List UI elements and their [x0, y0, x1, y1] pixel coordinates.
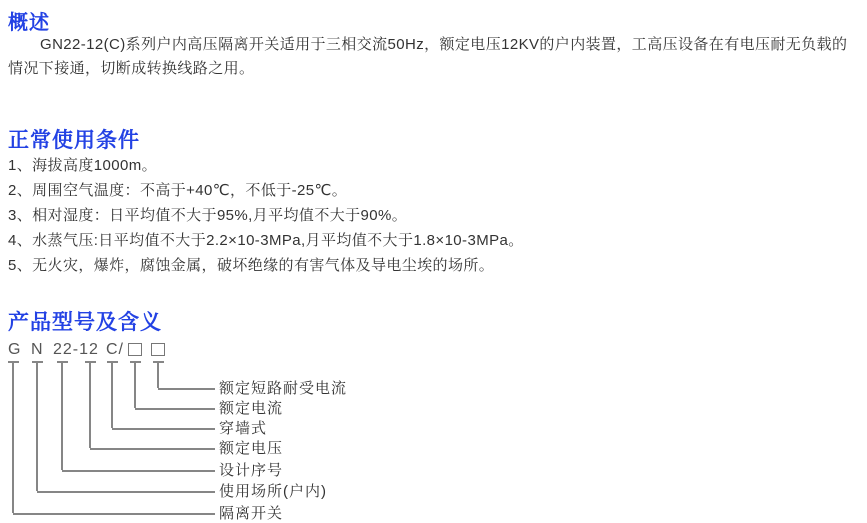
- model-part-C: C/: [106, 341, 124, 358]
- model-part-22-12: 22-12: [53, 341, 99, 358]
- connector-cap: [153, 361, 164, 363]
- connector-cap: [130, 361, 141, 363]
- connector-line: [135, 408, 215, 410]
- connector-line: [134, 361, 136, 408]
- model-code-row: [0, 341, 867, 359]
- condition-item-3: 3、相对湿度：日平均值不大于95%,月平均值不大于90%。: [8, 207, 408, 224]
- connector-cap: [8, 361, 19, 363]
- label-rated-current: 额定电流: [219, 400, 284, 417]
- conditions-list: [8, 153, 828, 278]
- connector-line: [112, 428, 215, 430]
- model-part-G: G: [8, 341, 22, 358]
- connector-line: [90, 448, 215, 450]
- model-part-N: N: [31, 341, 44, 358]
- connector-cap: [57, 361, 68, 363]
- connector-line: [111, 361, 113, 428]
- connector-line: [36, 361, 38, 491]
- connector-cap: [85, 361, 96, 363]
- overview-section-title: 概述: [8, 12, 50, 34]
- connector-line: [12, 361, 14, 513]
- label-rated-voltage: 额定电压: [219, 440, 284, 457]
- condition-item-1: 1、海拔高度1000m。: [8, 157, 158, 174]
- label-rated-short-circuit-current: 额定短路耐受电流: [219, 380, 348, 397]
- condition-item-4: 4、水蒸气压:日平均值不大于2.2×10-3MPa,月平均值不大于1.8×10-3MPa。: [8, 232, 524, 249]
- connector-line: [61, 361, 63, 470]
- label-through-wall-type: 穿墙式: [219, 420, 268, 437]
- model-meaning-diagram: [0, 360, 867, 523]
- connector-cap: [32, 361, 43, 363]
- connector-line: [37, 491, 215, 493]
- conditions-section-title: 正常使用条件: [8, 129, 140, 152]
- model-section-title: 产品型号及含义: [8, 311, 162, 334]
- label-design-serial-number: 设计序号: [219, 462, 284, 479]
- overview-paragraph: GN22-12(C)系列户内高压隔离开关适用于三相交流50Hz，额定电压12KV的户内装置，工高压设备在有电压耐无负载的情况下接通，切断成转换线路之用。: [8, 36, 848, 77]
- placeholder-box-1: [128, 343, 142, 356]
- connector-line: [89, 361, 91, 448]
- connector-line: [158, 388, 215, 390]
- connector-cap: [107, 361, 118, 363]
- placeholder-box-2: [151, 343, 165, 356]
- connector-line: [62, 470, 215, 472]
- connector-line: [157, 361, 159, 388]
- condition-item-5: 5、无火灾，爆炸，腐蚀金属，破坏绝缘的有害气体及导电尘埃的场所。: [8, 257, 495, 274]
- label-usage-location: 使用场所(户内): [219, 483, 327, 500]
- connector-line: [13, 513, 215, 515]
- label-disconnect-switch: 隔离开关: [219, 505, 284, 522]
- condition-item-2: 2、周围空气温度：不高于+40℃，不低于-25℃。: [8, 182, 348, 199]
